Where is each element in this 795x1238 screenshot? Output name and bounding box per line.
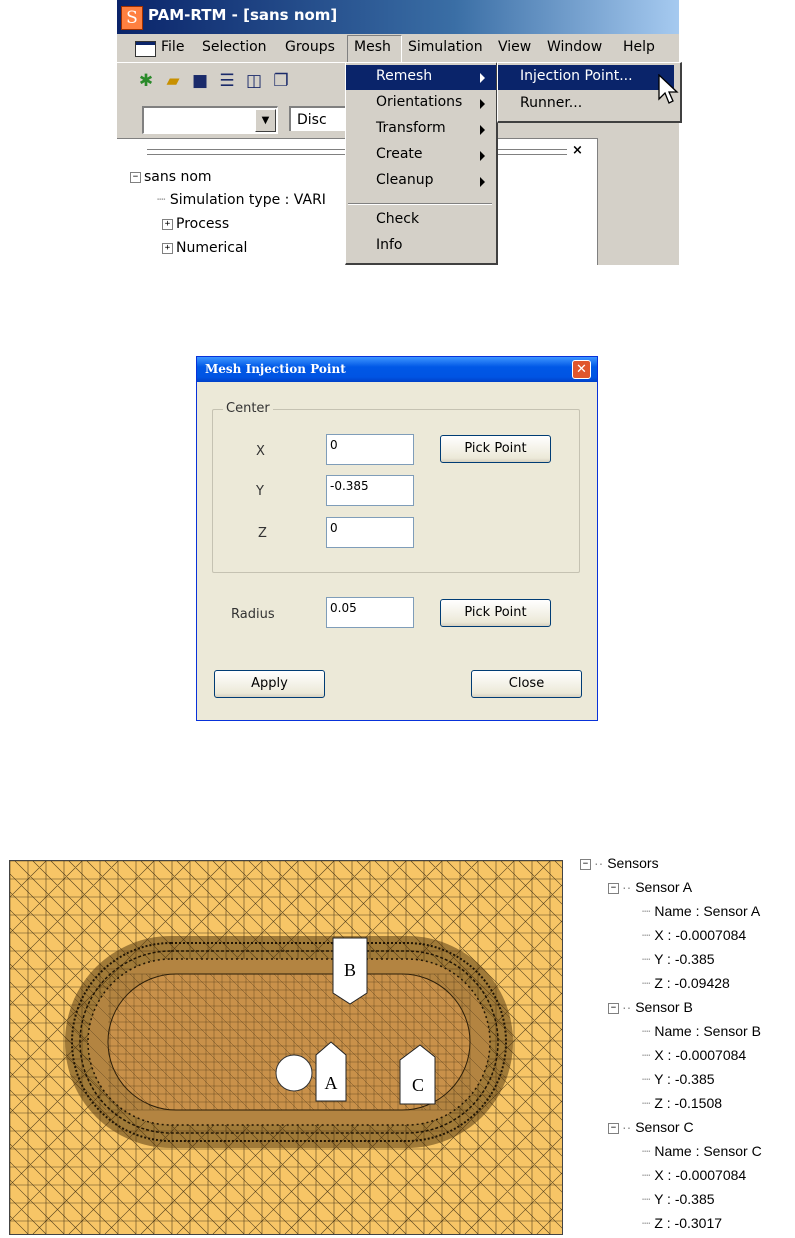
- tree-connector: ··: [594, 855, 608, 871]
- tree-connector: ··: [622, 999, 636, 1015]
- tree-connector: ┈: [642, 1095, 655, 1111]
- sensor-b-x-value: X : -0.0007084: [654, 1047, 747, 1063]
- tree-connector: ┈: [157, 192, 170, 208]
- pick-point-radius-button[interactable]: Pick Point: [440, 599, 551, 627]
- menu-item-injection-point[interactable]: [498, 65, 674, 90]
- save-icon[interactable]: ■: [191, 71, 209, 91]
- submenu-arrow-icon: [480, 99, 485, 109]
- menu-mesh[interactable]: Mesh: [354, 39, 391, 55]
- title-bar: [117, 0, 679, 34]
- dropdown-arrow-icon[interactable]: ▼: [255, 109, 276, 132]
- app-logo-icon: S: [121, 6, 143, 30]
- submenu-arrow-icon: [480, 125, 485, 135]
- menu-groups[interactable]: Groups: [285, 39, 335, 55]
- expand-icon[interactable]: +: [162, 243, 173, 254]
- sensor-a-x-value: X : -0.0007084: [654, 927, 747, 943]
- x-label: X: [256, 444, 265, 459]
- mesh-viewport[interactable]: [9, 860, 563, 1235]
- tree-connector: ··: [622, 1119, 636, 1135]
- info-label: Info: [376, 237, 403, 253]
- tree-connector: ┈: [642, 1023, 655, 1039]
- dialog-title: Mesh Injection Point: [205, 362, 346, 376]
- sensor-a-node-label: Sensor A: [635, 879, 693, 895]
- tree-sensor-b[interactable]: [608, 999, 693, 1015]
- injection-point-hole[interactable]: [276, 1055, 312, 1091]
- sensors-tree: [580, 850, 790, 1230]
- collapse-icon[interactable]: −: [608, 883, 619, 894]
- apply-button[interactable]: Apply: [214, 670, 325, 698]
- collapse-icon[interactable]: −: [608, 1123, 619, 1134]
- close-icon[interactable]: ×: [572, 143, 583, 158]
- tree-connector: ··: [622, 879, 636, 895]
- tree-sensors-root[interactable]: [580, 855, 659, 871]
- remesh-label: Remesh: [376, 68, 433, 84]
- center-x-input[interactable]: 0: [326, 434, 414, 465]
- tree-connector: ┈: [642, 903, 655, 919]
- sensor-a-name-value: Name : Sensor A: [654, 903, 761, 919]
- radius-label: Radius: [231, 607, 275, 622]
- expand-icon[interactable]: +: [162, 219, 173, 230]
- center-y-input[interactable]: -0.385: [326, 475, 414, 506]
- menu-item-check[interactable]: [346, 208, 496, 233]
- close-button[interactable]: Close: [471, 670, 582, 698]
- menu-file[interactable]: File: [161, 39, 185, 55]
- sensor-a-y-value: Y : -0.385: [654, 951, 715, 967]
- menu-simulation[interactable]: Simulation: [408, 39, 483, 55]
- sensor-a-z: [642, 975, 730, 992]
- numerical-label: Numerical: [176, 240, 248, 256]
- runner-label: Runner...: [520, 95, 583, 111]
- mesh-injection-point-dialog: [196, 356, 598, 721]
- work-area: [597, 138, 679, 265]
- sensor-c-z: [642, 1215, 722, 1232]
- sensor-c-name-value: Name : Sensor C: [654, 1143, 762, 1159]
- sensor-a-name: [642, 903, 760, 920]
- sensor-c-x: [642, 1167, 746, 1184]
- submenu-arrow-icon: [480, 177, 485, 187]
- sensor-c-y: [642, 1191, 715, 1208]
- sensor-b-y: [642, 1071, 715, 1088]
- menu-item-cleanup[interactable]: [346, 169, 496, 194]
- sensor-b-x: [642, 1047, 746, 1064]
- menu-view[interactable]: View: [498, 39, 532, 55]
- tree-connector: ┈: [642, 1215, 655, 1231]
- menu-window[interactable]: Window: [547, 39, 603, 55]
- sensor-a-label: A: [324, 1073, 338, 1093]
- tree-connector: ┈: [642, 1167, 655, 1183]
- sensor-c-z-value: Z : -0.3017: [654, 1215, 723, 1231]
- menu-item-create[interactable]: [346, 143, 496, 168]
- document-window-icon[interactable]: [135, 41, 156, 57]
- tree-connector: ┈: [642, 1143, 655, 1159]
- collapse-icon[interactable]: −: [130, 172, 141, 183]
- menu-item-runner[interactable]: [498, 92, 674, 117]
- open-folder-icon[interactable]: ▰: [166, 71, 180, 91]
- shape-combo[interactable]: Disc: [289, 106, 359, 131]
- close-icon[interactable]: ✕: [572, 360, 591, 379]
- dialog-title-bar: [197, 357, 597, 382]
- menu-item-remesh[interactable]: [346, 65, 496, 90]
- z-label: Z: [258, 526, 267, 541]
- radius-input[interactable]: 0.05: [326, 597, 414, 628]
- split-vertical-icon[interactable]: ◫: [245, 71, 263, 91]
- sensor-c-name: [642, 1143, 762, 1160]
- center-z-input[interactable]: 0: [326, 517, 414, 548]
- tree-connector: ┈: [642, 951, 655, 967]
- tree-simulation-type[interactable]: [157, 192, 326, 208]
- y-label: Y: [256, 484, 264, 499]
- tree-sensor-a[interactable]: [608, 879, 692, 895]
- mesh-plot[interactable]: [10, 861, 562, 1234]
- center-group-label: Center: [223, 401, 273, 416]
- sensor-b-name-value: Name : Sensor B: [654, 1023, 761, 1039]
- mesh-dropdown-menu: [345, 62, 498, 265]
- tree-connector: ┈: [642, 1191, 655, 1207]
- menu-selection[interactable]: Selection: [202, 39, 267, 55]
- process-label: Process: [176, 216, 230, 232]
- menu-item-orientations[interactable]: [346, 91, 496, 116]
- sensor-c-x-value: X : -0.0007084: [654, 1167, 747, 1183]
- mouse-pointer-icon: [658, 74, 680, 106]
- submenu-arrow-icon: [480, 73, 485, 83]
- sensor-b-node-label: Sensor B: [635, 999, 693, 1015]
- sensors-root-label: Sensors: [607, 855, 659, 871]
- cleanup-label: Cleanup: [376, 172, 434, 188]
- split-horizontal-icon[interactable]: ☰: [219, 71, 235, 91]
- sensor-b-label: B: [343, 960, 357, 980]
- menu-separator: [348, 203, 492, 205]
- pick-point-center-button[interactable]: Pick Point: [440, 435, 551, 463]
- transform-label: Transform: [376, 120, 446, 136]
- submenu-arrow-icon: [480, 151, 485, 161]
- injection-point-label: Injection Point...: [520, 68, 633, 84]
- sensor-b-z: [642, 1095, 722, 1112]
- tree-connector: ┈: [642, 1071, 655, 1087]
- tree-process[interactable]: [162, 216, 229, 232]
- sensor-c-node-label: Sensor C: [635, 1119, 694, 1135]
- tree-root-label: sans nom: [144, 169, 212, 185]
- sensor-a-y: [642, 951, 715, 968]
- group-combo[interactable]: [142, 106, 278, 134]
- tree-numerical[interactable]: [162, 240, 247, 256]
- sensor-b-name: [642, 1023, 761, 1040]
- tree-connector: ┈: [642, 975, 655, 991]
- menu-item-info[interactable]: [346, 234, 496, 259]
- sensor-b-z-value: Z : -0.1508: [654, 1095, 723, 1111]
- menu-help[interactable]: Help: [623, 39, 655, 55]
- collapse-icon[interactable]: −: [608, 1003, 619, 1014]
- remesh-submenu: [497, 62, 682, 123]
- menu-item-transform[interactable]: [346, 117, 496, 142]
- sensor-c-label: C: [411, 1075, 425, 1095]
- sensor-a-z-value: Z : -0.09428: [654, 975, 730, 991]
- tree-connector: ┈: [642, 927, 655, 943]
- check-label: Check: [376, 211, 420, 227]
- sensor-b-y-value: Y : -0.385: [654, 1071, 715, 1087]
- sensor-a-x: [642, 927, 746, 944]
- tree-root[interactable]: [130, 169, 212, 185]
- collapse-icon[interactable]: −: [580, 859, 591, 870]
- menu-bar: [117, 34, 679, 62]
- tree-sensor-c[interactable]: [608, 1119, 694, 1135]
- cascade-windows-icon[interactable]: ❐: [273, 71, 289, 91]
- tree-connector: ┈: [642, 1047, 655, 1063]
- sensor-c-y-value: Y : -0.385: [654, 1191, 715, 1207]
- window-title: PAM-RTM - [sans nom]: [148, 6, 338, 24]
- simulation-type-label: Simulation type : VARI: [169, 192, 326, 208]
- create-label: Create: [376, 146, 423, 162]
- new-model-icon[interactable]: ✱: [138, 71, 154, 91]
- orientations-label: Orientations: [376, 94, 463, 110]
